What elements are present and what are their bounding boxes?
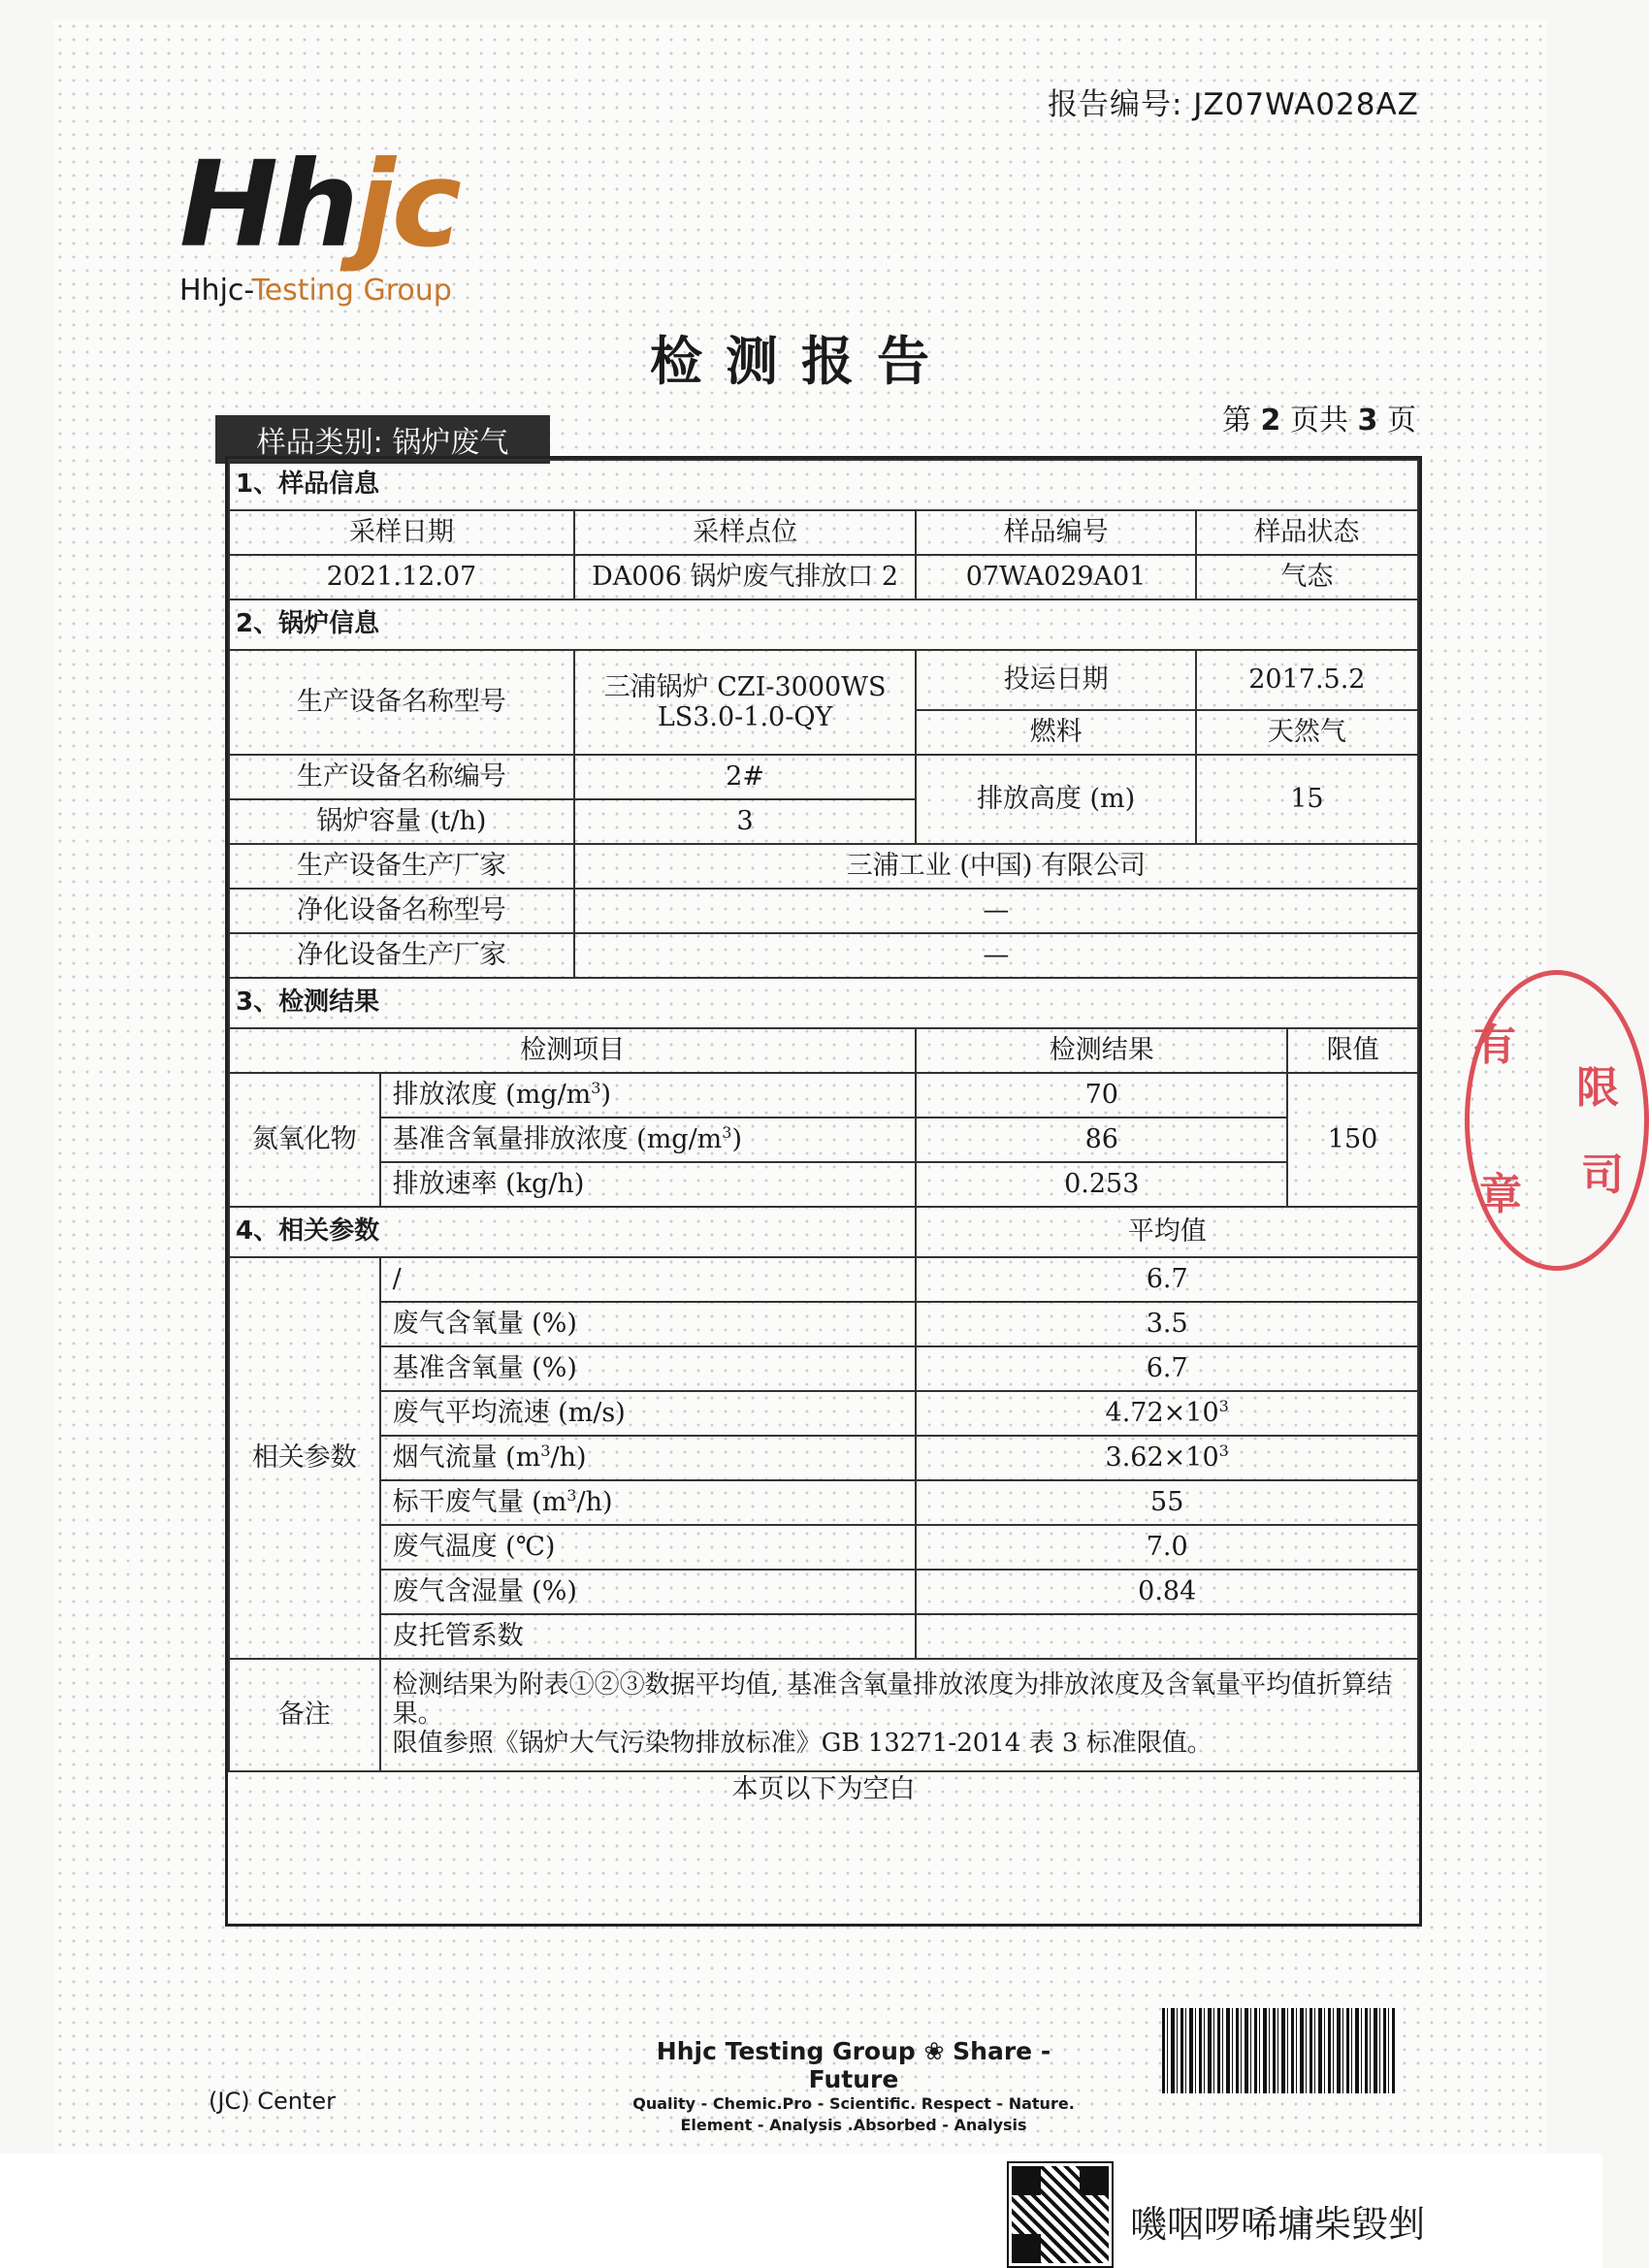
table-row	[229, 555, 1418, 599]
param-value: 55	[916, 1480, 1418, 1525]
test-result: 86	[916, 1118, 1287, 1162]
table-row	[229, 650, 1418, 710]
test-item: 排放浓度 $(mg/m^3)$	[380, 1073, 917, 1118]
start-date-label: 投运日期	[916, 650, 1195, 710]
maker-label: 生产设备生产厂家	[229, 844, 574, 889]
average-header: 平均值	[916, 1207, 1418, 1257]
table-row	[229, 1257, 1418, 1302]
purifier-maker-label: 净化设备生产厂家	[229, 933, 574, 978]
param-name: 废气含氧量 (%)	[380, 1302, 917, 1346]
footer-line-2: Quality - Chemic.Pro - Scientific. Respect - Nature.	[632, 2094, 1075, 2113]
sample-id-value: 07WA029A01	[916, 555, 1195, 599]
logo-subtitle: Hhjc-Testing Group	[179, 274, 452, 308]
sampling-point-value: DA006 锅炉废气排放口 2	[574, 555, 917, 599]
param-value: 7.0	[916, 1525, 1418, 1570]
param-name: 废气平均流速 (m/s)	[380, 1391, 917, 1436]
emission-height-value: 15	[1196, 755, 1418, 844]
table-row	[229, 1570, 1418, 1614]
param-value: 6.7	[916, 1257, 1418, 1302]
sampling-date-value: 2021.12.07	[229, 555, 574, 599]
section-title-boiler-info: 2、锅炉信息	[229, 599, 1418, 650]
sampling-point-header: 采样点位	[574, 510, 917, 555]
param-name: 基准含氧量 (%)	[380, 1346, 917, 1391]
section-title-sample-info: 1、样品信息	[229, 460, 1418, 510]
test-result: 70	[916, 1073, 1287, 1118]
sample-state-value: 气态	[1196, 555, 1418, 599]
remarks-line-2: 限值参照《锅炉大气污染物排放标准》GB 13271-2014 表 3 标准限值。	[392, 1728, 1212, 1758]
param-name: 皮托管系数	[380, 1614, 917, 1659]
sampling-date-header: 采样日期	[229, 510, 574, 555]
param-value: $4.72\times 10^3$	[916, 1391, 1418, 1436]
table-row	[229, 844, 1418, 889]
param-value: $3.62\times 10^3$	[916, 1436, 1418, 1480]
remarks-line-1: 检测结果为附表①②③数据平均值, 基准含氧量排放浓度为排放浓度及含氧量平均值折算结果。	[392, 1670, 1393, 1730]
table-row	[229, 755, 1418, 799]
param-name: 烟气流量 $(m^3/h)$	[380, 1436, 917, 1480]
test-result-header: 检测结果	[916, 1028, 1287, 1073]
related-params-label: 相关参数	[229, 1257, 380, 1659]
section-title-test-results: 3、检测结果	[229, 978, 1418, 1028]
footer-line-1: Hhjc Testing Group ❀ Share - Future	[656, 2037, 1051, 2093]
test-item: 排放速率 (kg/h)	[380, 1162, 917, 1207]
param-value	[916, 1614, 1418, 1659]
param-value: 6.7	[916, 1346, 1418, 1391]
equip-no-value: 2#	[574, 755, 917, 799]
table-row	[229, 510, 1418, 555]
limit-value: 150	[1287, 1073, 1418, 1207]
test-result: 0.253	[916, 1162, 1287, 1207]
fuel-value: 天然气	[1196, 710, 1418, 755]
capacity-label: 锅炉容量 (t/h)	[229, 799, 574, 844]
logo-mark: Hhjc	[179, 136, 459, 274]
footer-slogan	[611, 2037, 1096, 2137]
param-name: /	[380, 1257, 917, 1302]
table-row	[229, 1436, 1418, 1480]
remarks-content	[380, 1659, 1418, 1771]
test-item-header: 检测项目	[229, 1028, 916, 1073]
table-row	[229, 1480, 1418, 1525]
param-value: 0.84	[916, 1570, 1418, 1614]
equip-no-label: 生产设备名称编号	[229, 755, 574, 799]
emission-height-label: 排放高度 (m)	[916, 755, 1195, 844]
table-row	[229, 1614, 1418, 1659]
table-row	[229, 1118, 1418, 1162]
report-number: 报告编号: JZ07WA028AZ	[1048, 87, 1419, 122]
table-row	[229, 889, 1418, 933]
barcode	[1162, 2008, 1395, 2093]
table-row	[229, 1162, 1418, 1207]
purifier-model-value: —	[574, 889, 1418, 933]
param-name: 标干废气量 $(m^3/h)$	[380, 1480, 917, 1525]
limit-header: 限值	[1287, 1028, 1418, 1073]
table-row	[229, 1525, 1418, 1570]
purifier-maker-value: —	[574, 933, 1418, 978]
test-item: 基准含氧量排放浓度 $(mg/m^3)$	[380, 1118, 917, 1162]
table-row	[229, 1302, 1418, 1346]
qr-code-icon	[1009, 2163, 1112, 2266]
report-frame	[225, 456, 1422, 1927]
param-name: 废气含湿量 (%)	[380, 1570, 917, 1614]
footer-center-label: (JC) Center	[209, 2088, 336, 2115]
footer-line-3: Element - Analysis .Absorbed - Analysis	[680, 2116, 1027, 2135]
table-row	[229, 1073, 1418, 1118]
table-row	[229, 1391, 1418, 1436]
table-row	[229, 1659, 1418, 1771]
remarks-label: 备注	[229, 1659, 380, 1771]
section-title-related-params: 4、相关参数	[229, 1207, 916, 1257]
param-name: 废气温度 (℃)	[380, 1525, 917, 1570]
official-seal: 有 限 司 章	[1465, 970, 1649, 1271]
bottom-caption: 嘰咽啰唏墉柴毀剉	[1130, 2203, 1426, 2246]
table-row	[229, 933, 1418, 978]
start-date-value: 2017.5.2	[1196, 650, 1418, 710]
sample-id-header: 样品编号	[916, 510, 1195, 555]
pollutant-label: 氮氧化物	[229, 1073, 380, 1207]
document-title: 检测报告	[650, 331, 953, 392]
sample-category-tab: 样品类别: 锅炉废气	[215, 415, 550, 464]
table-row	[229, 1346, 1418, 1391]
param-value: 3.5	[916, 1302, 1418, 1346]
report-table	[228, 459, 1419, 1806]
equip-model-label: 生产设备名称型号	[229, 650, 574, 755]
fuel-label: 燃料	[916, 710, 1195, 755]
page-indicator: 第 2 页共 3 页	[1222, 404, 1416, 437]
purifier-model-label: 净化设备名称型号	[229, 889, 574, 933]
equip-model-value: 三浦锅炉 CZI-3000WS LS3.0-1.0-QY	[574, 650, 917, 755]
capacity-value: 3	[574, 799, 917, 844]
table-row	[229, 1028, 1418, 1073]
blank-note: 本页以下为空白	[229, 1771, 1418, 1806]
maker-value: 三浦工业 (中国) 有限公司	[574, 844, 1418, 889]
sample-state-header: 样品状态	[1196, 510, 1418, 555]
company-logo	[179, 136, 459, 308]
